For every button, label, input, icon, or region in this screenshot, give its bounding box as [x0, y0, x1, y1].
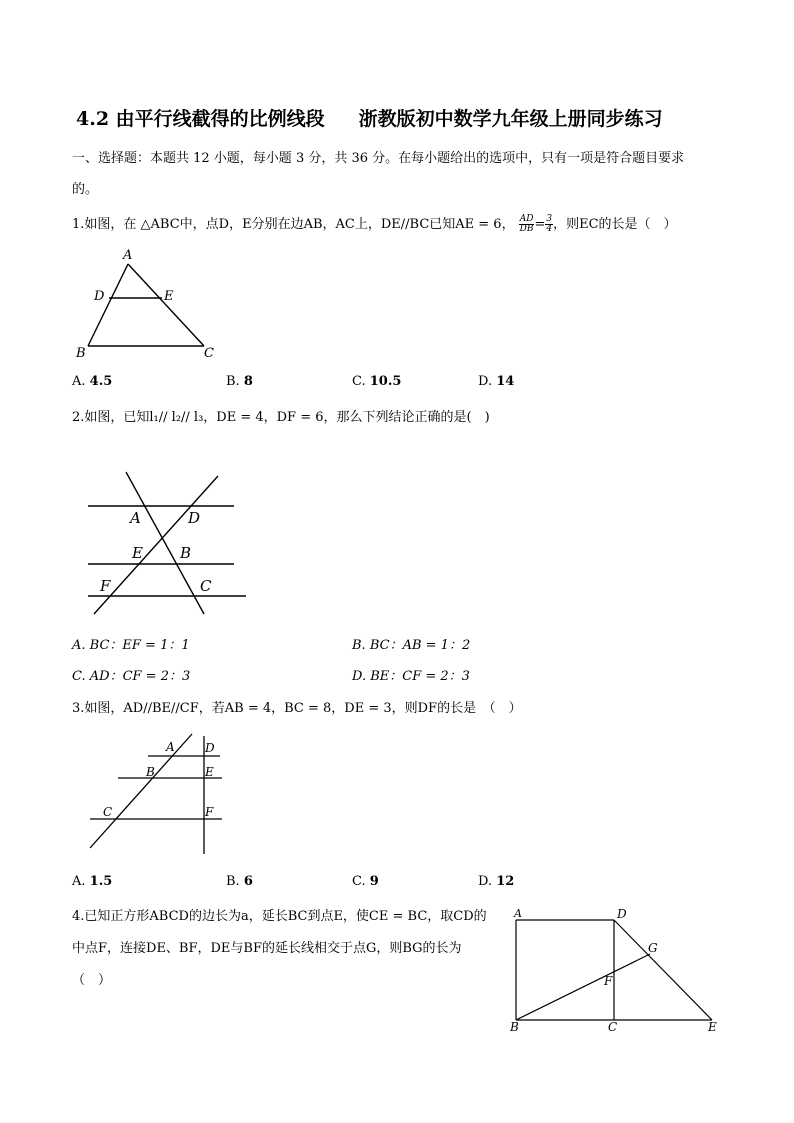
q3-option-d[interactable]: D. 12 — [478, 874, 515, 889]
q4-label-c: C — [608, 1020, 618, 1034]
q2-parallel-lines-figure — [80, 468, 255, 623]
q2-label-f: F — [100, 577, 111, 595]
q1-option-c[interactable]: C. 10.5 — [352, 374, 402, 389]
q1-fraction-ad-db: $\frac{AD}{DB}$ — [519, 214, 534, 234]
q2-label-d: D — [188, 509, 201, 527]
q3-stem: 3.如图，AD//BE//CF，若AB = 4，BC = 8，DE = 3，则DF的长是 （ ） — [72, 701, 522, 716]
q4-label-g: G — [648, 941, 658, 955]
q1-label-c: C — [204, 346, 214, 361]
q2-stem: 2.如图，已知l₁// l₂// l₃，DE = 4，DF = 6，那么下列结论正确的是( ) — [72, 410, 490, 425]
q1-triangle-figure — [70, 244, 230, 364]
title-lesson: 4.2 由平行线截得的比例线段 — [76, 108, 325, 130]
q1-stem-b: ，则EC的长是（ ） — [553, 217, 677, 232]
q1-option-d[interactable]: D. 14 — [478, 374, 515, 389]
q1-stem-a: 1.如图，在 △ABC中，点D，E分别在边AB，AC上，DE//BC已知AE = 6， — [72, 217, 515, 232]
q4-stem-line3: （ ） — [72, 973, 112, 988]
q4-square-figure — [506, 904, 726, 1036]
section-heading-line1: 一、选择题：本题共 12 小题，每小题 3 分，共 36 分。在每小题给出的选项中，只有一项是符合题目要求 — [72, 151, 685, 166]
q1-stem — [72, 213, 677, 234]
q2-label-a: A — [130, 509, 141, 527]
q1-option-b[interactable]: B. 8 — [226, 374, 253, 389]
q3-label-a: A — [166, 740, 175, 754]
q4-label-e: E — [708, 1020, 717, 1034]
q1-label-e: E — [164, 289, 174, 304]
section-heading-line2: 的。 — [72, 182, 99, 197]
q1-label-d: D — [94, 289, 105, 304]
q2-label-c: C — [200, 577, 212, 595]
q1-label-a: A — [123, 248, 133, 263]
q2-label-b: B — [180, 544, 192, 562]
q4-label-f: F — [604, 974, 613, 988]
q2-option-a[interactable]: A. BC：EF = 1：1 — [72, 638, 190, 653]
title-series: 浙教版初中数学九年级上册同步练习 — [358, 108, 663, 130]
q4-stem-line1: 4.已知正方形ABCD的边长为a，延长BC到点E，使CE = BC，取CD的 — [72, 909, 487, 924]
q3-label-d: D — [205, 741, 215, 755]
q2-option-c[interactable]: C. AD：CF = 2：3 — [72, 669, 191, 684]
q3-option-a[interactable]: A. 1.5 — [72, 874, 113, 889]
q2-label-e: E — [132, 544, 143, 562]
page-title — [76, 104, 663, 131]
q3-label-c: C — [103, 805, 113, 819]
q4-label-a: A — [514, 907, 522, 920]
q1-label-b: B — [76, 346, 86, 361]
q1-option-a[interactable]: A. 4.5 — [72, 374, 113, 389]
q3-label-e: E — [205, 765, 214, 779]
q4-stem-line2: 中点F，连接DE、BF，DE与BF的延长线相交于点G，则BG的长为 — [72, 941, 462, 956]
q1-fraction-3-4: $\frac{3}{4}$ — [546, 214, 553, 234]
q3-option-c[interactable]: C. 9 — [352, 874, 379, 889]
q3-option-b[interactable]: B. 6 — [226, 874, 253, 889]
q2-option-b[interactable]: B. BC：AB = 1：2 — [352, 638, 471, 653]
q3-label-f: F — [205, 805, 214, 819]
q4-label-d: D — [617, 907, 627, 921]
q3-parallel-lines-figure — [80, 730, 230, 860]
q4-label-b: B — [510, 1020, 519, 1034]
q3-label-b: B — [146, 765, 155, 779]
q1-equals: = — [534, 217, 546, 232]
q2-option-d[interactable]: D. BE：CF = 2：3 — [352, 669, 470, 684]
